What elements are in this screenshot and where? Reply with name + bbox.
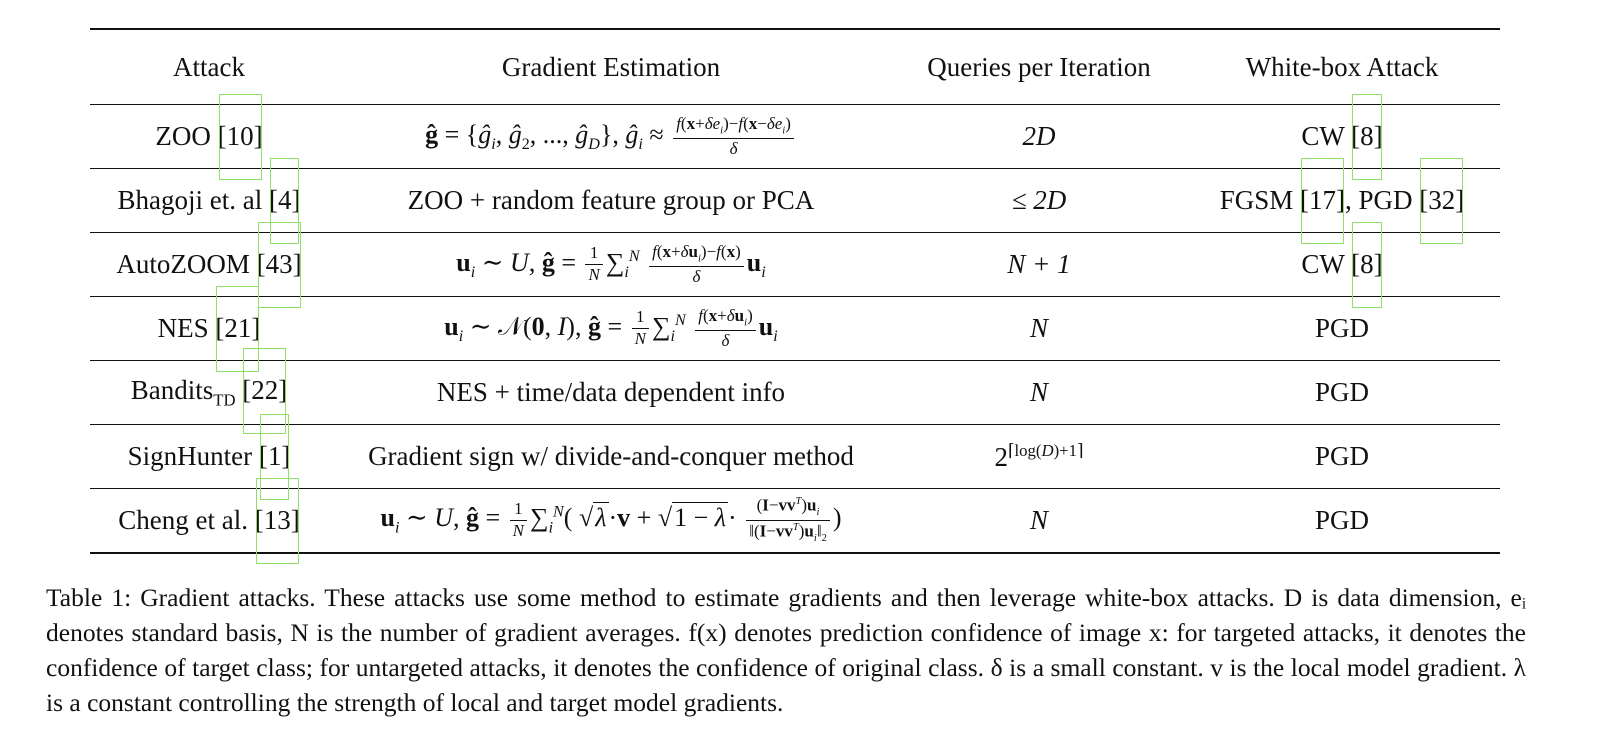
table-row — [90, 425, 1500, 489]
citation-link[interactable]: [4] — [268, 185, 301, 215]
citation-link[interactable]: [1] — [258, 441, 291, 471]
whitebox-cell: PGD — [1184, 425, 1500, 489]
table-row — [90, 361, 1500, 425]
attack-cell — [90, 233, 328, 297]
attack-name: NES — [157, 313, 216, 343]
gradient-estimation-formula: ĝ = {$ĝ_i$, $ĝ_2$, ..., $ĝ_D$}, $ĝ_i$ ≈ $\frac{f(x+\delta e_i)-f(x-\delta e_i)}{\delta}$ — [328, 105, 894, 169]
queries-cell: $2^{⌈log(D)+1⌉}$ — [894, 425, 1184, 489]
table-row — [90, 233, 1500, 297]
citation-link[interactable]: [22] — [242, 374, 288, 405]
gradient-estimation-formula: $u_i$ ∼ U, ĝ = $\frac{1}{N}$ $\sum_i^N$ $\frac{f(x+\delta u_i)-f(x)}{\delta}$ $u_i$ — [328, 233, 894, 297]
table-row — [90, 169, 1500, 233]
attack-name: Bandits — [130, 374, 214, 405]
gradient-estimation-text: Gradient sign w/ divide-and-conquer method — [328, 425, 894, 489]
table-row — [90, 105, 1500, 169]
citation-link[interactable]: [43] — [256, 249, 302, 279]
queries-cell: N — [894, 361, 1184, 425]
whitebox-cell: FGSM [17], PGD [32] — [1184, 169, 1500, 233]
queries-cell: N — [894, 489, 1184, 554]
queries-cell: 2D — [894, 105, 1184, 169]
attack-name: Cheng et al. — [118, 505, 255, 535]
table-header-row — [90, 29, 1500, 105]
attack-cell — [90, 361, 328, 425]
caption-label: Table 1: — [46, 583, 132, 612]
gradient-estimation-text: NES + time/data dependent info — [328, 361, 894, 425]
attack-name: AutoZOOM — [116, 249, 257, 279]
header-gradient-estimation: Gradient Estimation — [328, 29, 894, 105]
header-attack: Attack — [90, 29, 328, 105]
whitebox-cell: PGD — [1184, 489, 1500, 554]
gradient-estimation-formula: $u_i$ ∼ U, ĝ = $\frac{1}{N}$ $\sum_i^N$( √λ·v + √1 − λ· $\frac{(I-vv^T)u_i}{‖(I-vv^T)u_i‖_2}$ ) — [328, 489, 894, 554]
citation-link[interactable]: [32] — [1419, 185, 1465, 215]
whitebox-cell: PGD — [1184, 361, 1500, 425]
citation-link[interactable]: [10] — [217, 121, 263, 151]
attack-name: SignHunter — [127, 441, 259, 471]
queries-cell: N — [894, 297, 1184, 361]
queries-cell: ≤ 2D — [894, 169, 1184, 233]
gradient-attacks-table — [90, 28, 1500, 554]
attack-name: Bhagoji et. al — [117, 185, 269, 215]
citation-link[interactable]: [17] — [1300, 185, 1346, 215]
caption-text: Gradient attacks. These attacks use some method to estimate gradients and then leverage white-box attacks. D is data dimension, eᵢ denotes standard basis, N is the number of gradient averages. f(x) denotes prediction confidence of image x: for targeted attacks, it denotes the confidence of target class; for untargeted attacks, it denotes the confidence of original class. δ is a small constant. v is the local model gradient. λ is a constant controlling the strength of local and target model gradients. — [46, 583, 1527, 717]
citation-link[interactable]: [21] — [215, 313, 261, 343]
queries-cell: N + 1 — [894, 233, 1184, 297]
attack-cell — [90, 489, 328, 554]
gradient-estimation-formula: $u_i$ ∼ 𝒩(0, I), ĝ = $\frac{1}{N}$ $\sum_i^N$ $\frac{f(x+\delta u_i)}{\delta}$ $u_i$ — [328, 297, 894, 361]
whitebox-cell: CW [8] — [1184, 233, 1500, 297]
citation-link[interactable]: [8] — [1351, 121, 1383, 151]
whitebox-cell: PGD — [1184, 297, 1500, 361]
gradient-estimation-text: ZOO + random feature group or PCA — [328, 169, 894, 233]
table-row — [90, 489, 1500, 554]
attack-name: ZOO — [155, 121, 218, 151]
table-row — [90, 297, 1500, 361]
header-white-box-attack: White-box Attack — [1184, 29, 1500, 105]
header-queries-per-iteration: Queries per Iteration — [894, 29, 1184, 105]
citation-link[interactable]: [8] — [1351, 249, 1383, 279]
whitebox-cell: CW [8] — [1184, 105, 1500, 169]
citation-link[interactable]: [13] — [254, 505, 300, 535]
table-caption — [46, 580, 1526, 720]
attack-name-subscript: TD — [213, 390, 236, 410]
